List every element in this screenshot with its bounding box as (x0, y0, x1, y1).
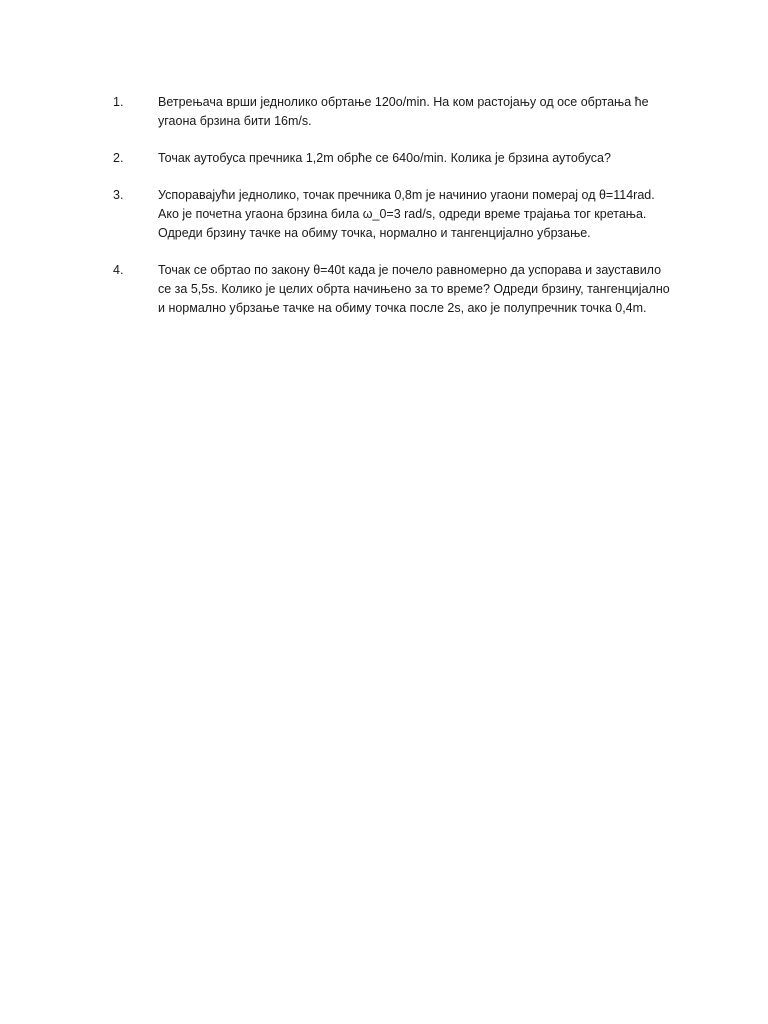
problem-item (113, 186, 713, 243)
problem-line: угаона брзина бити 16m/s. (158, 114, 312, 128)
problem-number: 3. (113, 188, 124, 202)
problem-item (113, 149, 713, 168)
problem-line: Точак аутобуса пречника 1,2m обрће се 640о/min. Колика је брзина аутобуса? (158, 151, 611, 165)
problem-text (158, 149, 713, 168)
problem-list (113, 93, 713, 336)
problem-number: 4. (113, 263, 124, 277)
problem-item (113, 261, 713, 318)
problem-line: Точак се обртао по закону θ=40t када је почело равномерно да успорава и зауставило (158, 263, 662, 277)
problem-line: Одреди брзину тачке на обиму точка, нормално и тангенцијално убрзање. (158, 226, 591, 240)
problem-text (158, 186, 713, 243)
problem-line: се за 5,5s. Колико је целих обрта начињено за то време? Одреди брзину, тангенцијално (158, 282, 670, 296)
problem-line: Ветрењача врши једнолико обртање 120о/min. На ком растојању од осе обртања ће (158, 95, 649, 109)
problem-number: 1. (113, 95, 124, 109)
problem-line: Успоравајући једнолико, точак пречника 0,8m је начинио угаони померај од θ=114rad. (158, 188, 655, 202)
problem-line: и нормално убрзање тачке на обиму точка после 2s, ако је полупречник точка 0,4m. (158, 301, 647, 315)
problem-line: Ако је почетна угаона брзина била ω_0=3 rad/s, одреди време трајања тог кретања. (158, 207, 647, 221)
problem-text (158, 93, 713, 131)
problem-item (113, 93, 713, 131)
problem-text (158, 261, 713, 318)
problem-number: 2. (113, 151, 124, 165)
